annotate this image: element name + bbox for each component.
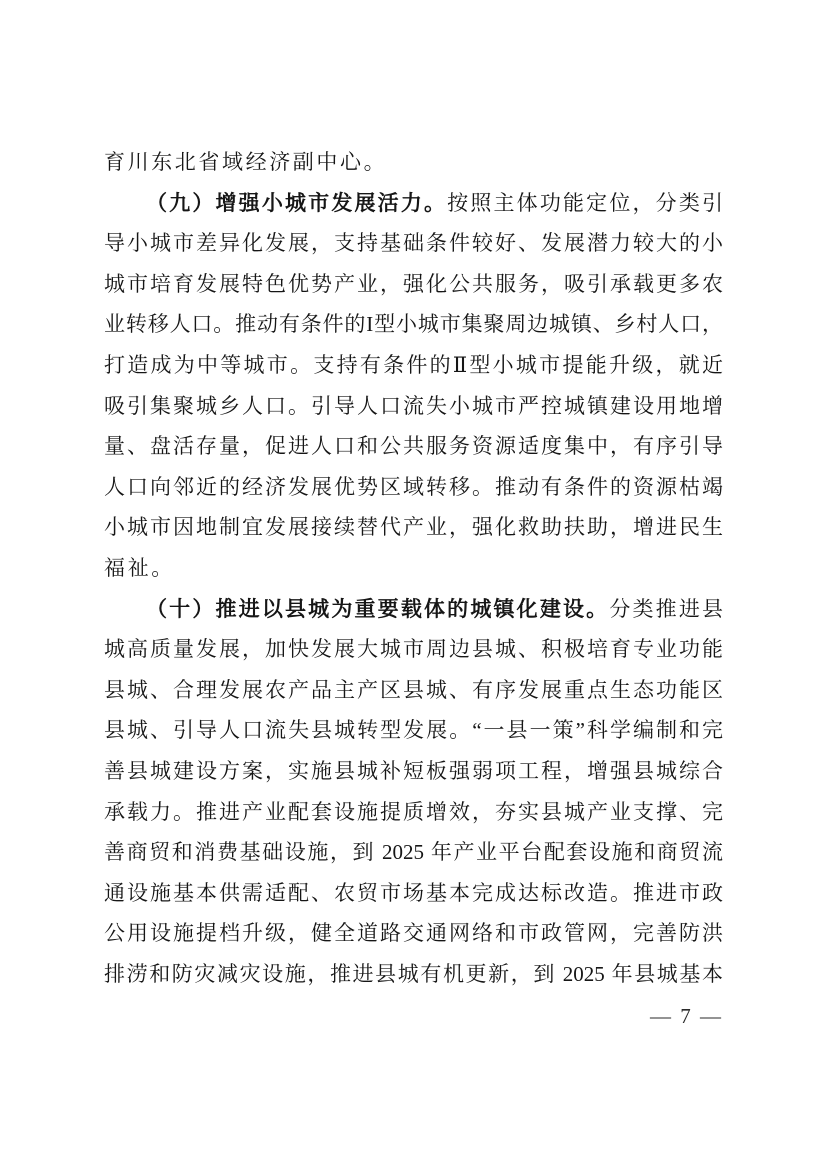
body-text: 县城、引导人口流失县城转型发展。“一县一策”科学编制和完 (104, 718, 723, 743)
section-heading: （九）增强小城市发展活力。 (146, 190, 448, 215)
body-text: 城高质量发展，加快发展大城市周边县城、积极培育专业功能 (104, 637, 723, 662)
text-line (104, 223, 723, 264)
body-text: 量、盘活存量，促进人口和公共服务资源适度集中，有序引导 (104, 434, 723, 459)
text-line (104, 710, 723, 751)
text-line (104, 304, 723, 345)
text-line (104, 386, 723, 427)
section-heading: （十）推进以县城为重要载体的城镇化建设。 (146, 596, 610, 621)
body-text: 通设施基本供需适配、农贸市场基本完成达标改造。推进市政 (104, 880, 723, 905)
text-line (104, 589, 723, 630)
text-line (104, 954, 723, 995)
body-text: 县城、合理发展农产品主产区县城、有序发展重点生态功能区 (104, 677, 723, 702)
text-line (104, 264, 723, 305)
body-text: 打造成为中等城市。支持有条件的Ⅱ型小城市提能升级，就近 (104, 352, 723, 377)
body-text: 福祉。 (104, 555, 175, 580)
text-line (104, 913, 723, 954)
body-text: 善县城建设方案，实施县城补短板强弱项工程，增强县城综合 (104, 758, 723, 783)
text-line (104, 426, 723, 467)
text-line (104, 467, 723, 508)
text-line (104, 792, 723, 833)
body-text: 公用设施提档升级，健全道路交通网络和市政管网，完善防洪 (104, 921, 723, 946)
text-line (104, 832, 723, 873)
body-text: 导小城市差异化发展，支持基础条件较好、发展潜力较大的小 (104, 231, 723, 256)
body-text: 人口向邻近的经济发展优势区域转移。推动有条件的资源枯竭 (104, 474, 723, 499)
document-body (104, 142, 723, 994)
body-text: 小城市因地制宜发展接续替代产业，强化救助扶助，增进民生 (104, 515, 723, 540)
text-line (104, 548, 723, 589)
body-text: 城市培育发展特色优势产业，强化公共服务，吸引承载更多农 (104, 271, 723, 296)
body-text: 吸引集聚城乡人口。引导人口流失小城市严控城镇建设用地增 (104, 393, 723, 418)
text-line (104, 873, 723, 914)
text-line (104, 751, 723, 792)
text-line (104, 142, 723, 183)
text-line (104, 345, 723, 386)
text-line (104, 629, 723, 670)
text-line (104, 507, 723, 548)
body-text: 按照主体功能定位，分类引 (447, 190, 723, 215)
body-text: 排涝和防灾减灾设施，推进县城有机更新，到 2025 年县城基本 (104, 961, 723, 986)
body-text: 育川东北省域经济副中心。 (104, 150, 388, 174)
body-text: 承载力。推进产业配套设施提质增效，夯实县城产业支撑、完 (104, 799, 723, 824)
body-text: 分类推进县 (609, 596, 723, 621)
text-line (104, 183, 723, 224)
page-number: — 7 — (650, 1004, 723, 1028)
body-text: 善商贸和消费基础设施，到 2025 年产业平台配套设施和商贸流 (104, 840, 723, 865)
body-text: 业转移人口。推动有条件的I型小城市集聚周边城镇、乡村人口， (104, 312, 723, 337)
text-line (104, 670, 723, 711)
